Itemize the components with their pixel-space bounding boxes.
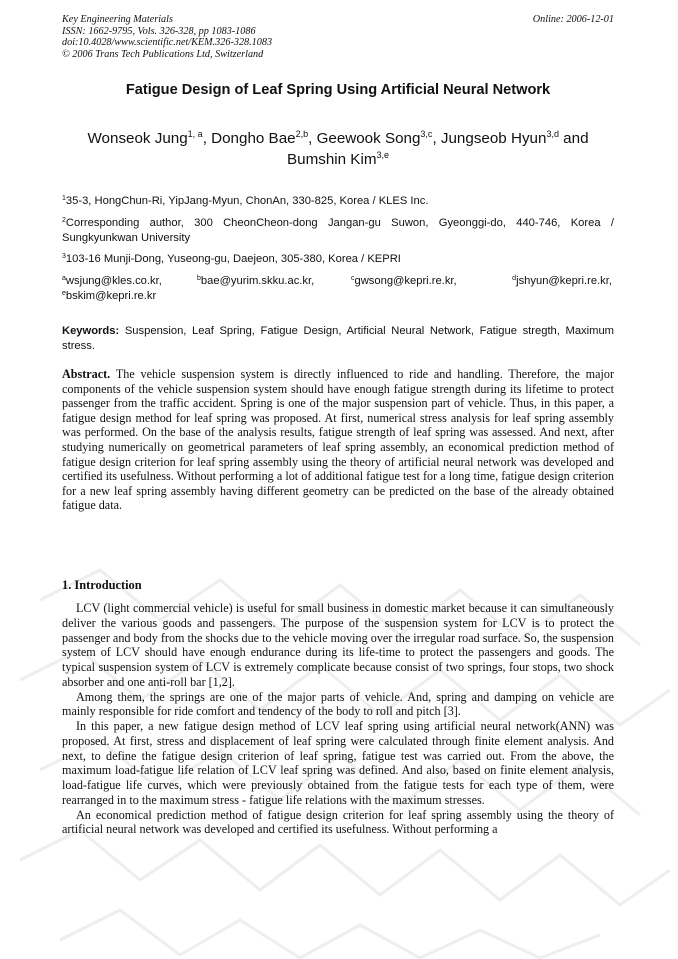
author-name: Bumshin Kim xyxy=(287,151,377,168)
paragraph: An economical prediction method of fatigue design criterion for leaf spring assembly using the theory of artificial neural network was developed and certified its usefulness. Without performing a xyxy=(62,807,614,837)
affiliation-3 xyxy=(62,252,614,267)
email-address[interactable]: gwsong@kepri.re.kr, xyxy=(354,275,457,287)
email-marker: e xyxy=(62,290,66,297)
author-marker: 3,d xyxy=(546,129,559,139)
email-entry[interactable] xyxy=(351,274,494,289)
author-name: Jungseob Hyun xyxy=(440,130,547,147)
email-entry[interactable] xyxy=(197,274,351,289)
email-entry[interactable] xyxy=(62,290,156,302)
affiliation-2 xyxy=(62,216,614,246)
paper-title: Fatigue Design of Leaf Spring Using Artificial Neural Network xyxy=(125,82,551,98)
introduction-body xyxy=(62,601,614,837)
journal-doi[interactable]: doi:10.4028/www.scientific.net/KEM.326-328.1083 xyxy=(62,37,273,49)
affiliation-marker: 3 xyxy=(62,253,66,260)
email-entry[interactable] xyxy=(62,274,197,289)
affiliation-text: 103-16 Munji-Dong, Yuseong-gu, Daejeon, 305-380, Korea / KEPRI xyxy=(65,253,401,265)
journal-copyright: © 2006 Trans Tech Publications Ltd, Switzerland xyxy=(62,48,264,60)
journal-citation-block xyxy=(62,14,272,60)
journal-issn: ISSN: 1662-9795, Vols. 326-328, pp 1083-1086 xyxy=(62,25,256,37)
email-address[interactable]: jshyun@kepri.re.kr, xyxy=(516,275,612,287)
email-entry[interactable] xyxy=(494,274,612,289)
author-marker: 3,c xyxy=(420,129,433,139)
journal-header xyxy=(62,14,614,60)
paragraph: LCV (light commercial vehicle) is useful for small business in domestic market because it can simultaneously deliver the various goods and passengers. The purpose of the suspension system for LCV is to protect the passenger and body from the shocks due to the vehicle moving over the irregular road surface. So, the suspension system of LCV should have enough endurance during its life-time to protect the passengers and goods. The typical suspension system of LCV is extremely complicate because consist of two springs, four stops, two shock absorber and one anti-roll bar [1,2]. xyxy=(62,601,614,689)
author-separator: , xyxy=(432,130,441,147)
email-marker: b xyxy=(197,275,201,282)
author-separator: , xyxy=(308,130,317,147)
author-name: Wonseok Jung xyxy=(87,130,188,147)
abstract xyxy=(62,367,614,513)
affiliation-marker: 2 xyxy=(62,217,66,224)
author-separator: , xyxy=(202,130,212,147)
email-marker: d xyxy=(512,275,517,282)
author-list xyxy=(62,128,614,170)
email-marker: a xyxy=(62,275,66,282)
author-marker: 2,b xyxy=(295,129,309,139)
affiliation-text: 35-3, HongChun-Ri, YipJang-Myun, ChonAn, 330-825, Korea / KLES Inc. xyxy=(65,195,429,207)
email-marker: c xyxy=(351,275,355,282)
author-name: Geewook Song xyxy=(316,130,421,147)
email-address[interactable]: bskim@kepri.re.kr xyxy=(65,290,157,302)
abstract-text: The vehicle suspension system is directly influenced to ride and handling. Therefore, the major components of the vehicle suspension system should have enough fatigue strength during its lifetime to protect passenger from the traffic accident. Spring is one of the major suspension part of vehicle. Thus, in this paper, a fatigue design method for leaf spring was proposed. At first, numerical stress analysis for leaf spring assembly was performed. On the base of the analysis results, fatigue strength of leaf spring was assessed. And next, after studying numerically on geometrical parameters of leaf spring assembly, an economical prediction method of fatigue design criterion for leaf spring assembly using the theory of artificial neural network was developed and certified its usefulness. Without performing a lot of additional fatigue test for a long time, fatigue design criterion for a new leaf spring assembly having different geometry can be predicted on the base of the already obtained fatigue data. xyxy=(62,367,614,513)
affiliation-marker: 1 xyxy=(62,195,66,202)
email-address[interactable]: wsjung@kles.co.kr, xyxy=(65,275,162,287)
email-address[interactable]: bae@yurim.skku.ac.kr, xyxy=(200,275,315,287)
paragraph: Among them, the springs are one of the major parts of vehicle. And, spring and damping on vehicle are mainly responsible for ride comfort and tendency of the body to roll and pitch [3]. xyxy=(62,689,614,719)
affiliation-text: Corresponding author, 300 CheonCheon-dong Jangan-gu Suwon, Gyeonggi-do, 440-746, Korea / Sungkyunkwan University xyxy=(62,217,614,244)
author-emails xyxy=(62,274,614,304)
author-marker: 3,e xyxy=(376,150,389,160)
abstract-label: Abstract. xyxy=(62,367,111,381)
paragraph: In this paper, a new fatigue design method of LCV leaf spring using artificial neural network(ANN) was proposed. At first, stress and displacement of leaf spring were calculated through finite element analysis. And next, to define the fatigue design criterion of leaf spring, fatigue test was carried out. From the above, the maximum load-fatigue life relation of LCV leaf spring was defined. And also, based on finite element analysis, load-fatigue life curves, which were previously obtained from the fatigue tests for each type of them, were rearranged in to the maximum stress - fatigue life relations with the maximum stresses. xyxy=(62,719,614,807)
author-name: Dongho Bae xyxy=(211,130,296,147)
journal-name: Key Engineering Materials xyxy=(62,14,173,25)
author-marker: 1, a xyxy=(187,129,203,139)
affiliation-1 xyxy=(62,194,614,209)
keywords-text: Suspension, Leaf Spring, Fatigue Design, Artificial Neural Network, Fatigue stregth, Maximum stress. xyxy=(62,325,614,352)
keywords xyxy=(62,324,614,354)
keywords-label: Keywords: xyxy=(62,325,120,337)
author-separator: and xyxy=(558,130,589,147)
online-date: Online: 2006-12-01 xyxy=(532,14,614,25)
section-heading-introduction: 1. Introduction xyxy=(62,578,142,592)
